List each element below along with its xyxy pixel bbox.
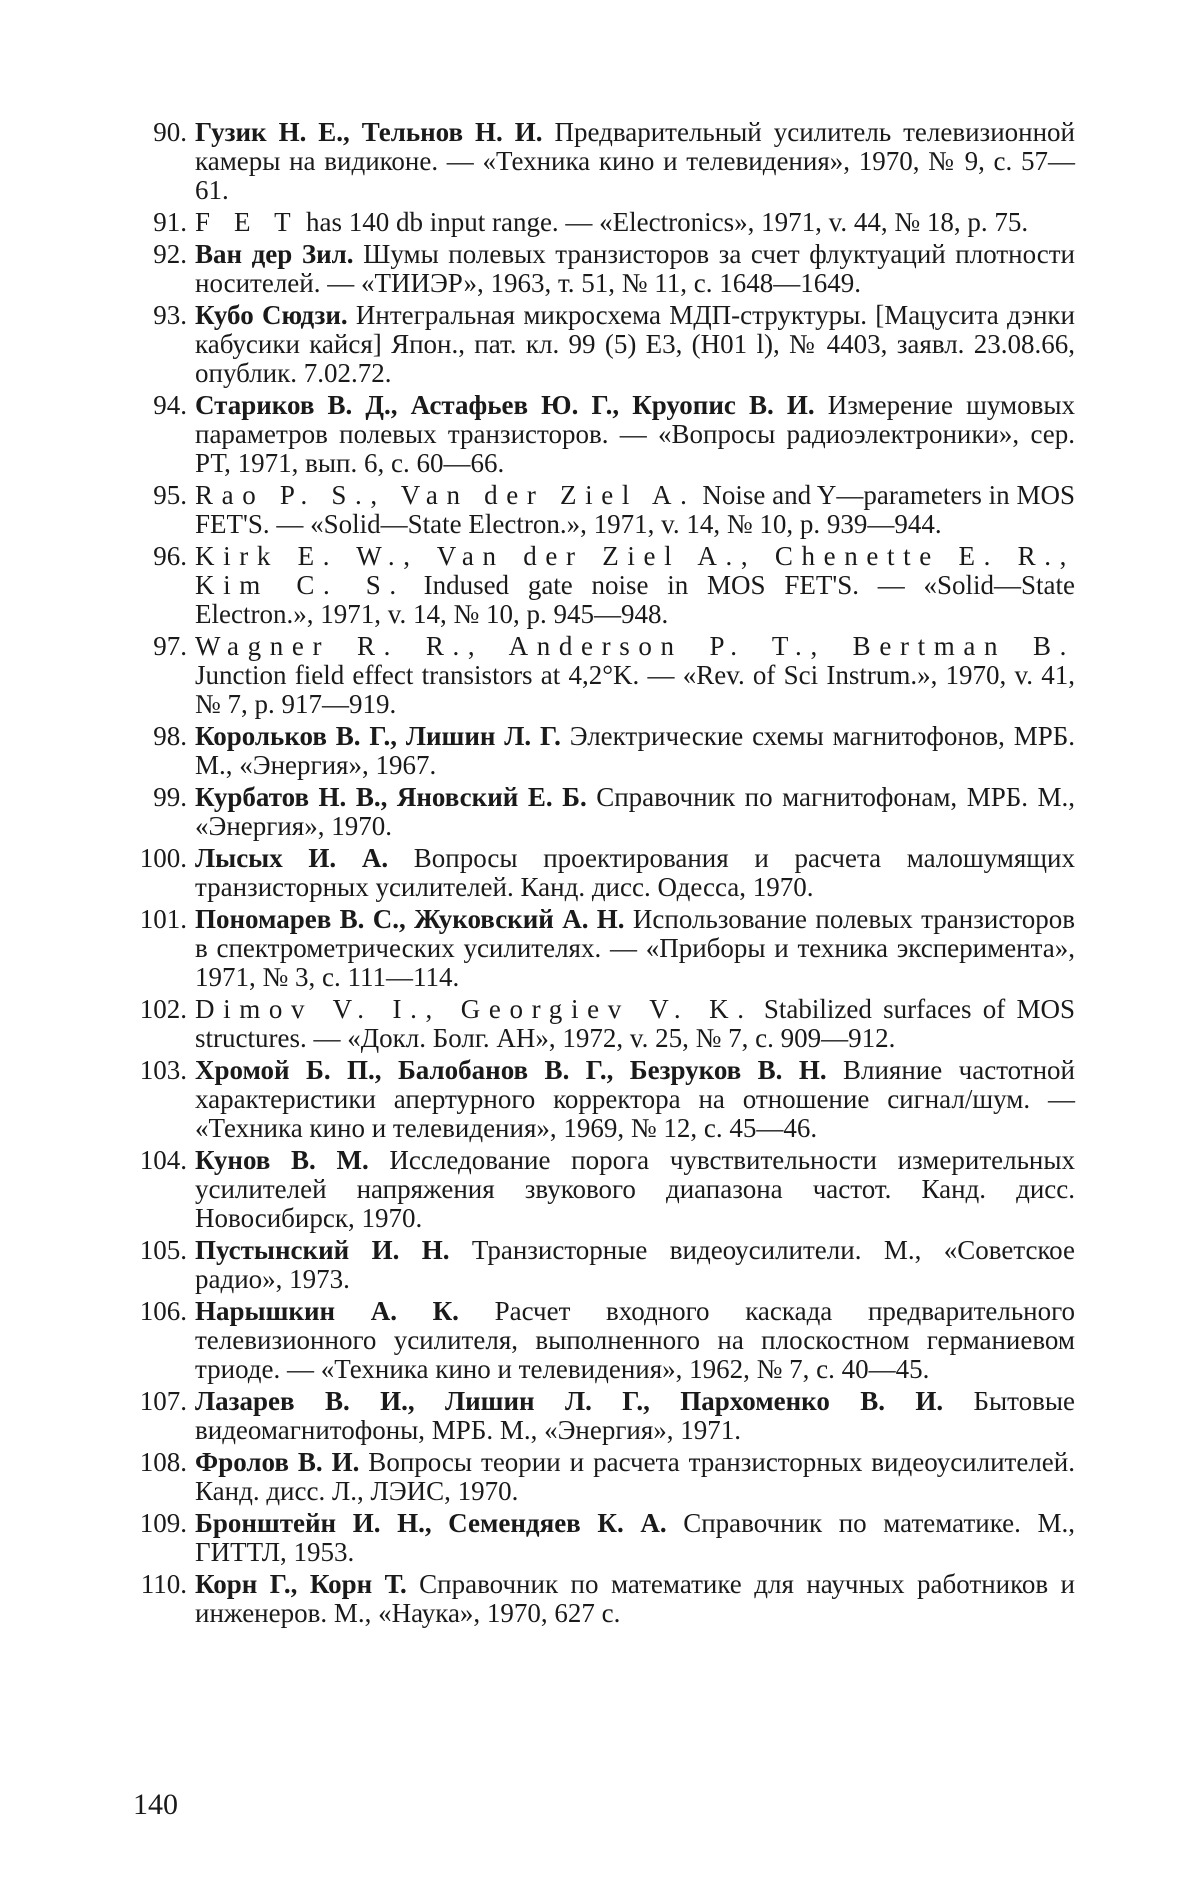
reference-number: 103.: [139, 1055, 187, 1085]
reference-item: [125, 783, 1075, 841]
reference-item: [125, 1297, 1075, 1384]
reference-number: 100.: [139, 843, 187, 873]
reference-number: 109.: [139, 1508, 187, 1538]
reference-number: 90.: [153, 117, 187, 147]
reference-item: [125, 391, 1075, 478]
reference-number: 95.: [153, 480, 187, 510]
reference-item: [125, 722, 1075, 780]
reference-authors: Лазарев В. И., Лишин Л. Г., Пархоменко В. И.: [195, 1386, 944, 1416]
reference-item: [125, 632, 1075, 719]
reference-number: 107.: [139, 1386, 187, 1416]
reference-authors: Пономарев В. С., Жуковский А. Н.: [195, 904, 625, 934]
reference-item: [125, 1570, 1075, 1628]
reference-text: Шумы полевых транзисторов за счет флуктуаций плотности носителей. — «ТИИЭР», 1963, т. 51, № 11, с. 1648—1649.: [195, 239, 1075, 298]
reference-number: 105.: [139, 1235, 187, 1265]
reference-text: Справочник по магнитофонам, МРБ. М., «Энергия», 1970.: [195, 782, 1075, 841]
reference-number: 97.: [153, 631, 187, 661]
reference-text: Расчет входного каскада предварительного телевизионного усилителя, выполненного на плоскостном германиевом триоде. — «Техника кино и телевидения», 1962, № 7, с. 40—45.: [195, 1296, 1075, 1384]
reference-number: 92.: [153, 239, 187, 269]
reference-number: 106.: [139, 1296, 187, 1326]
reference-number: 101.: [139, 904, 187, 934]
page-number: 140: [133, 1788, 178, 1821]
reference-item: [125, 1509, 1075, 1567]
reference-authors: Корн Г., Корн Т.: [195, 1569, 407, 1599]
reference-item: [125, 905, 1075, 992]
reference-item: [125, 1236, 1075, 1294]
reference-item: [125, 1146, 1075, 1233]
reference-number: 104.: [139, 1145, 187, 1175]
reference-authors: Курбатов Н. В., Яновский Е. Б.: [195, 782, 587, 812]
reference-authors: Dimov V. I., Georgiev V. K.: [195, 994, 753, 1024]
reference-item: [125, 118, 1075, 205]
reference-authors: Стариков В. Д., Астафьев Ю. Г., Круопис В. И.: [195, 390, 815, 420]
reference-number: 108.: [139, 1447, 187, 1477]
reference-list: [125, 118, 1075, 1631]
reference-authors: Хромой Б. П., Балобанов В. Г., Безруков В. Н.: [195, 1055, 827, 1085]
reference-number: 94.: [153, 390, 187, 420]
reference-number: 99.: [153, 782, 187, 812]
reference-text: Электрические схемы магнитофонов, МРБ. М., «Энергия», 1967.: [195, 721, 1075, 780]
reference-number: 102.: [139, 994, 187, 1024]
reference-text: Влияние частотной характеристики апертурного корректора на отношение сигнал/шум. — «Техника кино и телевидения», 1969, № 12, с. 45—46.: [195, 1055, 1075, 1143]
reference-text: Исследование порога чувствительности измерительных усилителей напряжения звукового диапазона частот. Канд. дисс. Новосибирск, 1970.: [195, 1145, 1075, 1233]
reference-item: [125, 481, 1075, 539]
reference-number: 91.: [153, 207, 187, 237]
reference-item: [125, 995, 1075, 1053]
reference-text: Вопросы проектирования и расчета малошумящих транзисторных усилителей. Канд. дисс. Одесса, 1970.: [195, 843, 1075, 902]
reference-authors: Wagner R. R., Anderson P. T., Bertman B.: [195, 631, 1075, 661]
reference-item: [125, 844, 1075, 902]
reference-authors: Бронштейн И. Н., Семендяев К. А.: [195, 1508, 667, 1538]
reference-text: Транзисторные видеоусилители. М., «Советское радио», 1973.: [195, 1235, 1075, 1294]
reference-authors: F E T: [195, 207, 300, 237]
reference-number: 110.: [140, 1569, 187, 1599]
reference-text: has 140 db input range. — «Electronics», 1971, v. 44, № 18, p. 75.: [299, 207, 1029, 237]
reference-item: [125, 301, 1075, 388]
reference-item: [125, 542, 1075, 629]
reference-text: Справочник по математике для научных работников и инженеров. М., «Наука», 1970, 627 с.: [195, 1569, 1075, 1628]
reference-text: Предварительный усилитель телевизионной камеры на видиконе. — «Техника кино и телевидения», 1970, № 9, с. 57—61.: [195, 117, 1075, 205]
reference-text: Stabilized surfaces of MOS structures. — «Докл. Болг. АН», 1972, v. 25, № 7, с. 909—912.: [195, 994, 1075, 1053]
reference-authors: Ван дер Зил.: [195, 239, 354, 269]
reference-item: [125, 1056, 1075, 1143]
reference-authors: Корольков В. Г., Лишин Л. Г.: [195, 721, 561, 751]
reference-number: 96.: [153, 541, 187, 571]
reference-text: Бытовые видеомагнитофоны, МРБ. М., «Энергия», 1971.: [195, 1386, 1075, 1445]
reference-authors: Фролов В. И.: [195, 1447, 360, 1477]
reference-number: 93.: [153, 300, 187, 330]
reference-authors: Kirk E. W., Van der Ziel A., Chenette E. R., Kim C. S.: [195, 541, 1075, 600]
reference-authors: Кунов В. М.: [195, 1145, 369, 1175]
reference-authors: Лысых И. А.: [195, 843, 389, 873]
reference-authors: Нарышкин А. К.: [195, 1296, 459, 1326]
reference-text: Интегральная микросхема МДП-структуры. [Мацусита дэнки кабусики кайся] Япон., пат. кл. 99 (5) Е3, (Н01 l), № 4403, заявл. 23.08.66, опублик. 7.02.72.: [195, 300, 1075, 388]
reference-text: Indused gate noise in MOS FET'S. — «Solid—State Electron.», 1971, v. 14, № 10, p. 945—948.: [195, 570, 1075, 629]
reference-number: 98.: [153, 721, 187, 751]
reference-authors: Rao P. S., Van der Ziel A.: [195, 480, 696, 510]
reference-authors: Кубо Сюдзи.: [195, 300, 348, 330]
reference-item: [125, 208, 1075, 237]
reference-text: Noise and Y—parameters in MOS FET'S. — «Solid—State Electron.», 1971, v. 14, № 10, p. 939—944.: [195, 480, 1075, 539]
reference-item: [125, 240, 1075, 298]
reference-item: [125, 1448, 1075, 1506]
reference-authors: Гузик Н. Е., Тельнов Н. И.: [195, 117, 543, 147]
reference-text: Справочник по математике. М., ГИТТЛ, 1953.: [195, 1508, 1075, 1567]
reference-text: Использование полевых транзисторов в спектрометрических усилителях. — «Приборы и техника эксперимента», 1971, № 3, с. 111—114.: [195, 904, 1075, 992]
reference-authors: Пустынский И. Н.: [195, 1235, 450, 1265]
reference-item: [125, 1387, 1075, 1445]
reference-text: Вопросы теории и расчета транзисторных видеоусилителей. Канд. дисс. Л., ЛЭИС, 1970.: [195, 1447, 1075, 1506]
reference-text: Измерение шумовых параметров полевых транзисторов. — «Вопросы радиоэлектроники», сер. РТ, 1971, вып. 6, с. 60—66.: [195, 390, 1075, 478]
reference-text: Junction field effect transistors at 4,2°K. — «Rev. of Sci Instrum.», 1970, v. 41, № 7, p. 917—919.: [195, 660, 1075, 719]
